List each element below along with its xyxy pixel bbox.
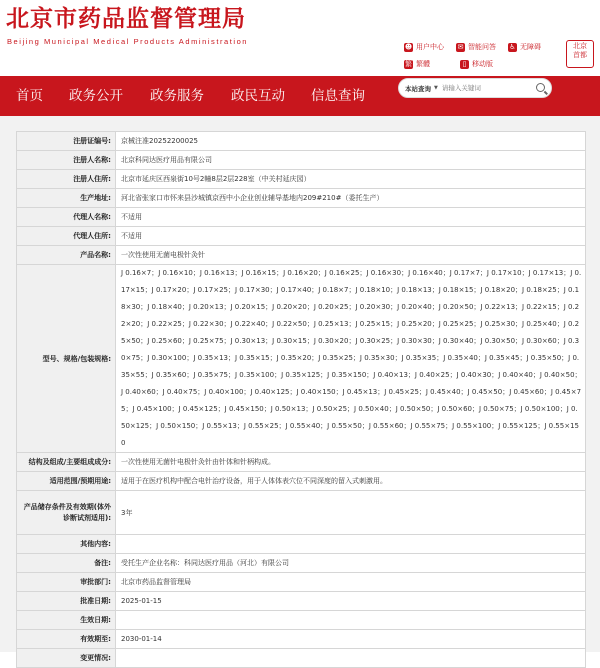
site-header [0,0,600,76]
field-label: 其他内容: [17,535,116,554]
seal-logo: 北京 首都 [566,40,594,68]
field-value: 一次性使用无菌电极针灸针 [116,246,586,265]
field-value: 京械注准20252200025 [116,132,586,151]
field-label: 变更情况: [17,649,116,668]
field-value [116,535,586,554]
field-value: 3年 [116,491,586,535]
table-row [17,649,586,668]
table-row [17,472,586,491]
field-value: 2030-01-14 [116,630,586,649]
field-value: 北京市药品监督管理局 [116,573,586,592]
field-label: 产品名称: [17,246,116,265]
field-label: 备注: [17,554,116,573]
table-row [17,453,586,472]
table-row [17,151,586,170]
nav-government-affairs[interactable]: 政务公开 [69,88,123,104]
nav-government-services[interactable]: 政务服务 [150,88,204,104]
field-value [116,611,586,630]
table-row [17,592,586,611]
nav-info-query[interactable]: 信息查询 [311,88,365,104]
chevron-down-icon: ▼ [434,85,438,91]
table-row [17,265,586,453]
field-value: 2025-01-15 [116,592,586,611]
user-icon: ☻ [404,42,413,51]
search-icon[interactable] [536,83,545,92]
table-row [17,630,586,649]
model-spec-list: J 0.16×7；J 0.16×10；J 0.16×13；J 0.16×15；J 0.16×20；J 0.16×25；J 0.16×30；J 0.16×40；J 0.17×7；J 0.17×10；J 0.17×13；J 0.17×15；J 0.17×20；J 0.17×25；J 0.17×30；J 0.17×40；J 0.18×7；J 0.18×10；J 0.18×13；J 0.18×15；J 0.18×20；J 0.18×25；J 0.18×30；J 0.18×40；J 0.20×13；J 0.20×15；J 0.20×20；J 0.20×25；J 0.20×30；J 0.20×40；J 0.20×50；J 0.22×13；J 0.22×15；J 0.22×20；J 0.22×25；J 0.22×30；J 0.22×40；J 0.22×50；J 0.25×13；J 0.25×15；J 0.25×20；J 0.25×25；J 0.25×30；J 0.25×40；J 0.25×50；J 0.25×60；J 0.25×75；J 0.30×13；J 0.30×15；J 0.30×20；J 0.30×25；J 0.30×30；J 0.30×40；J 0.30×50；J 0.30×60；J 0.30×75；J 0.30×100；J 0.35×13；J 0.35×15；J 0.35×20；J 0.35×25；J 0.35×30；J 0.35×35；J 0.35×40；J 0.35×45；J 0.35×50；J 0.35×55；J 0.35×60；J 0.35×75；J 0.35×100；J 0.35×125；J 0.35×150；J 0.40×13；J 0.40×25；J 0.40×30；J 0.40×40；J 0.40×50；J 0.40×60；J 0.40×75；J 0.40×100；J 0.40×125；J 0.40×150；J 0.45×13；J 0.45×25；J 0.45×40；J 0.45×50；J 0.45×60；J 0.45×75；J 0.45×100；J 0.45×125；J 0.45×150；J 0.50×13；J 0.50×25；J 0.50×40；J 0.50×50；J 0.50×60；J 0.50×75；J 0.50×100；J 0.50×125；J 0.50×150；J 0.55×13；J 0.55×25；J 0.55×40；J 0.55×50；J 0.55×60；J 0.55×75；J 0.55×100；J 0.55×125；J 0.55×150 [116,265,586,453]
field-label: 生产地址: [17,189,116,208]
utility-links [404,41,553,53]
table-row [17,611,586,630]
utility-links-2 [404,58,505,70]
traditional-chinese-link[interactable] [404,59,430,69]
traditional-chinese-label: 繁體 [416,60,430,68]
field-value: 受托生产企业名称：科同达医疗用品（河北）有限公司 [116,554,586,573]
table-row [17,573,586,592]
field-label: 结构及组成/主要组成成分: [17,453,116,472]
table-row [17,132,586,151]
field-label: 代理人住所: [17,227,116,246]
field-label: 生效日期: [17,611,116,630]
site-title: 北京市药品监督管理局 [6,6,246,32]
search-box [398,78,552,98]
field-value: 北京市延庆区西泉街10号2幢8层2层228室（中关村延庆园） [116,170,586,189]
field-value: 河北省张家口市怀来县沙城镇京西中小企业创业辅导基地内209#210#（委托生产） [116,189,586,208]
table-row [17,491,586,535]
accessibility-link[interactable] [508,42,541,52]
field-value: 北京科同达医疗用品有限公司 [116,151,586,170]
field-label: 批准日期: [17,592,116,611]
mobile-icon: ▯ [460,60,469,69]
registration-table [16,131,586,668]
field-label: 注册人名称: [17,151,116,170]
nav-public-interaction[interactable]: 政民互动 [231,88,285,104]
accessibility-icon: ♿ [509,42,516,51]
field-value: 不适用 [116,208,586,227]
nav-home[interactable]: 首页 [16,88,43,104]
field-label: 适用范围/预期用途: [17,472,116,491]
smart-qa-link[interactable] [456,42,496,52]
table-row [17,246,586,265]
field-label: 代理人名称: [17,208,116,227]
user-center-link[interactable] [404,42,444,52]
table-row [17,170,586,189]
accessibility-label: 无障碍 [520,43,541,51]
field-label: 注册证编号: [17,132,116,151]
field-label: 有效期至: [17,630,116,649]
mobile-version-label: 移动版 [472,60,493,68]
search-input[interactable] [442,84,546,92]
site-subtitle: Beijing Municipal Medical Products Administration [7,37,249,46]
search-scope-select[interactable]: 本站查询 [405,84,431,93]
field-value: 一次性使用无菌针电极针灸针由针体和针柄构成。 [116,453,586,472]
field-value: 不适用 [116,227,586,246]
table-row [17,554,586,573]
field-label: 注册人住所: [17,170,116,189]
smart-qa-label: 智能问答 [468,43,496,51]
field-label: 审批部门: [17,573,116,592]
table-row [17,535,586,554]
traditional-chinese-icon: 繁 [405,59,412,68]
table-row [17,189,586,208]
mobile-version-link[interactable] [460,59,493,69]
field-value: 适用于在医疗机构中配合电针治疗设备，用于人体体表穴位不同深度的留入式刺激用。 [116,472,586,491]
field-label: 产品储存条件及有效期(体外诊断试剂适用): [17,491,116,535]
field-label: 型号、规格/包装规格: [17,265,116,453]
table-row [17,227,586,246]
table-row [17,208,586,227]
field-value [116,649,586,668]
chat-icon: ✉ [457,42,464,51]
user-center-label: 用户中心 [416,43,444,51]
